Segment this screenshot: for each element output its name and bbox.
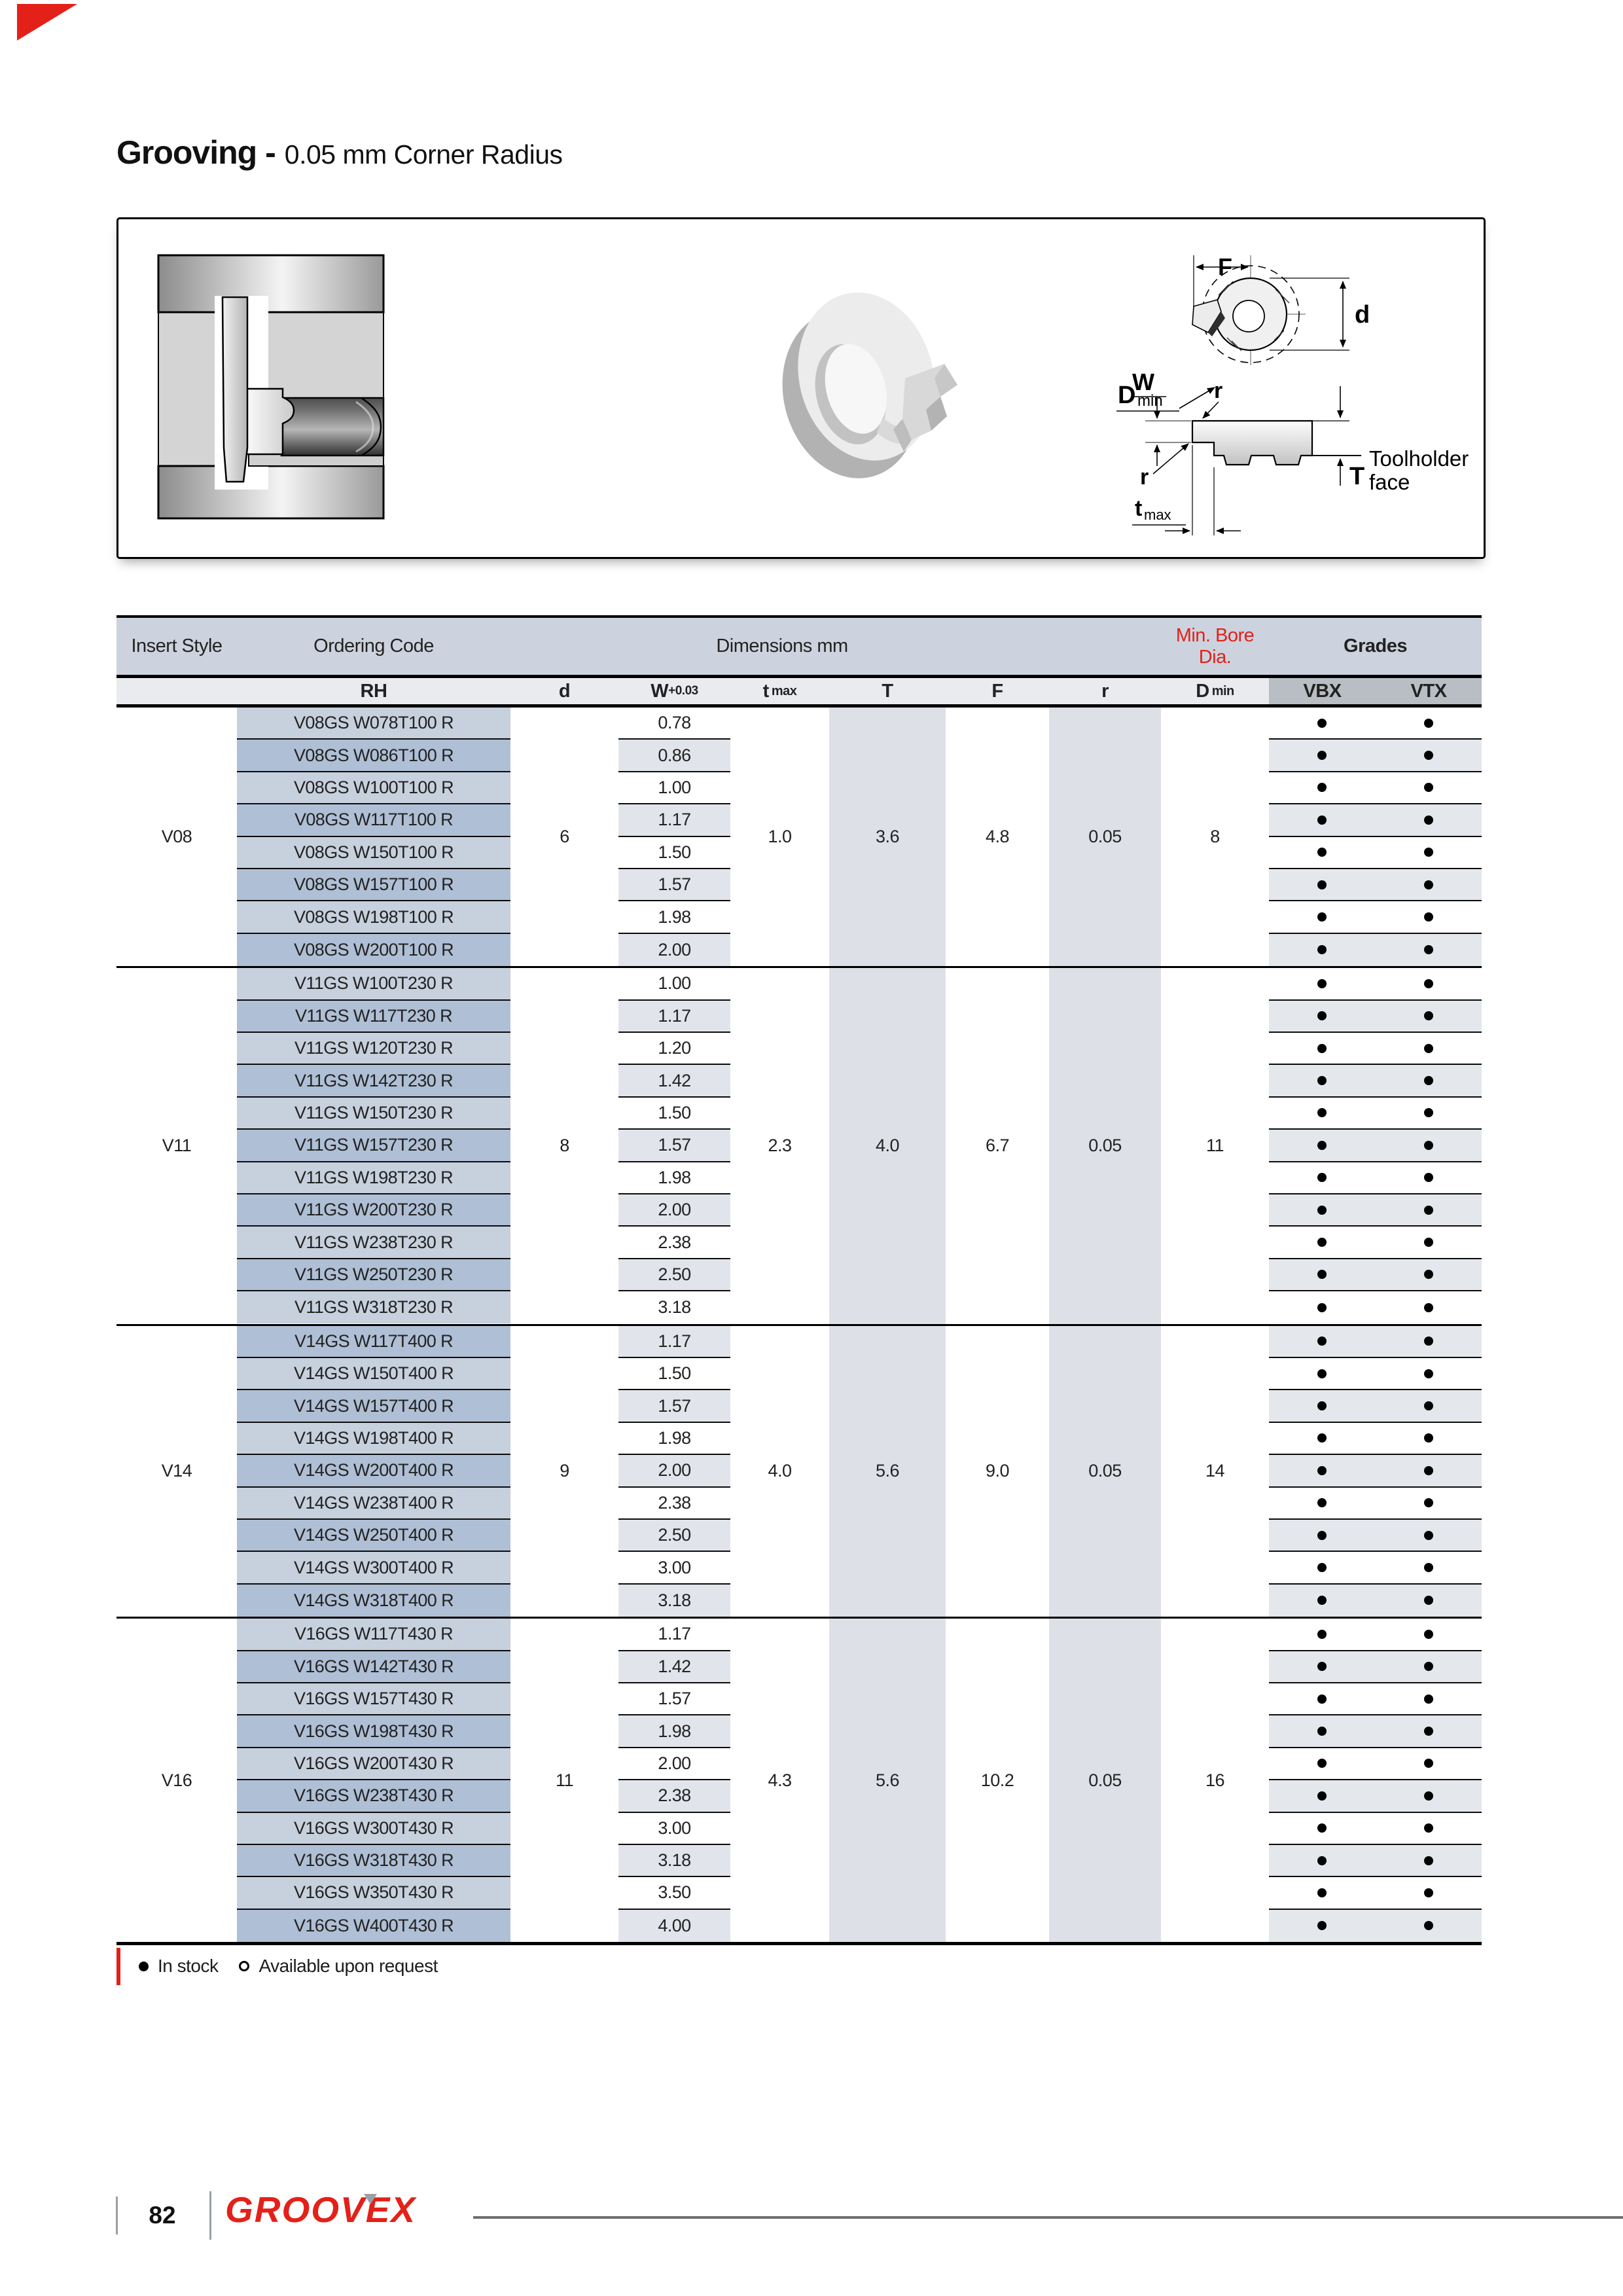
available-label: Available upon request [259, 1956, 438, 1976]
ordering-code-cell: V08GS W150T100 R [237, 837, 510, 869]
vbx-availability-dot [1317, 1531, 1327, 1540]
vbx-availability-dot [1317, 945, 1327, 954]
w-value-cell: 2.50 [618, 1259, 730, 1291]
footer-divider-left [116, 2197, 118, 2234]
grades-cell [1269, 968, 1482, 1000]
vtx-availability-dot [1424, 783, 1433, 792]
page-corner-marker [17, 4, 77, 41]
T-value-cell: 4.0 [875, 1136, 900, 1156]
w-value-cell: 1.57 [618, 1130, 730, 1162]
vtx-availability-dot [1424, 1076, 1433, 1085]
vtx-availability-dot [1424, 1596, 1433, 1605]
w-value-cell: 1.00 [618, 968, 730, 1000]
w-value-cell: 3.18 [658, 1297, 691, 1318]
vtx-availability-dot [1424, 1888, 1433, 1897]
subheader-t-main: t [762, 680, 769, 702]
grades-cell [1269, 1065, 1482, 1097]
subheader-d-min-main: D [1196, 680, 1209, 702]
vtx-availability-dot [1424, 945, 1433, 954]
d-min-value-cell: 14 [1205, 1461, 1225, 1481]
dim-label-D-min-sub: min [1137, 392, 1163, 410]
diagram-panel [116, 217, 1486, 559]
grooving-inserts-table [116, 615, 1482, 1945]
F-value-cell: 9.0 [985, 1461, 1010, 1481]
grades-cell [1269, 708, 1482, 740]
w-value-cell: 4.00 [618, 1910, 730, 1942]
header-min-bore-line2: Dia. [1198, 646, 1232, 668]
ordering-code-cell: V11GS W100T230 R [237, 968, 510, 1000]
vtx-availability-dot [1424, 1759, 1433, 1768]
w-value-cell: 1.20 [618, 1033, 730, 1065]
w-value-cell: 2.50 [618, 1520, 730, 1552]
vbx-availability-dot [1317, 783, 1327, 792]
vtx-availability-dot [1424, 719, 1433, 728]
subheader-d-min [1161, 678, 1269, 704]
header-insert-style: Insert Style [131, 636, 223, 656]
brand-logo: GROOVEX [225, 2189, 417, 2230]
grades-cell [1269, 1423, 1482, 1455]
vbx-availability-dot [1317, 1466, 1327, 1475]
subheader-w-main: W [651, 680, 669, 702]
ordering-code-cell: V11GS W150T230 R [237, 1098, 510, 1130]
grades-cell [1269, 1455, 1482, 1487]
w-value-cell: 2.38 [618, 1780, 730, 1812]
grades-cell [1269, 1162, 1482, 1194]
grades-cell [1269, 1715, 1482, 1748]
subheader-vtx: VTX [1410, 680, 1447, 702]
grades-cell [1269, 1520, 1482, 1552]
r-value-cell: 0.05 [1088, 1770, 1122, 1790]
t-max-value-cell: 2.3 [768, 1136, 792, 1156]
ordering-code-cell: V16GS W238T430 R [237, 1780, 510, 1812]
vtx-availability-dot [1424, 1369, 1433, 1378]
w-value-cell: 3.00 [618, 1552, 730, 1584]
header-min-bore-dia [1161, 618, 1269, 675]
grades-cell [1269, 1877, 1482, 1909]
ordering-code-cell: V16GS W200T430 R [237, 1748, 510, 1780]
toolholder-face-label-line1: Toolholder [1369, 446, 1469, 471]
table-header-row [116, 618, 1482, 675]
w-value-cell: 3.18 [618, 1845, 730, 1877]
vbx-availability-dot [1317, 1369, 1327, 1378]
ordering-code-cell: V11GS W318T230 R [237, 1291, 510, 1323]
ordering-code-cell: V08GS W157T100 R [237, 869, 510, 901]
header-ordering-code: Ordering Code [313, 636, 434, 656]
ordering-code-cell: V11GS W157T230 R [237, 1130, 510, 1162]
ordering-code-cell: V14GS W250T400 R [237, 1520, 510, 1552]
ordering-code-cell: V08GS W198T100 R [237, 901, 510, 933]
vbx-availability-dot [1317, 1498, 1327, 1507]
vtx-availability-dot [1424, 1662, 1433, 1671]
d-value-cell: 9 [560, 1461, 569, 1481]
grades-cell [1269, 1358, 1482, 1390]
ordering-code-cell: V14GS W300T400 R [237, 1552, 510, 1584]
d-min-value-cell: 11 [1205, 1136, 1224, 1156]
grades-cell [1269, 1488, 1482, 1520]
page-title-sub: 0.05 mm Corner Radius [284, 139, 563, 170]
vbx-availability-dot [1317, 1303, 1327, 1312]
vbx-availability-dot [1317, 1141, 1327, 1150]
w-value-cell: 1.17 [618, 1001, 730, 1033]
insert-group-V14 [116, 1326, 1482, 1619]
in-stock-label: In stock [158, 1956, 219, 1976]
in-stock-dot-icon [139, 1962, 149, 1971]
w-value-cell: 1.00 [618, 772, 730, 804]
w-value-cell: 1.57 [618, 1683, 730, 1715]
w-value-cell: 1.98 [618, 901, 730, 933]
ordering-code-cell: V16GS W400T430 R [237, 1910, 510, 1942]
r-value-cell: 0.05 [1088, 1461, 1122, 1481]
ordering-code-cell: V08GS W086T100 R [237, 740, 510, 772]
w-value-cell: 2.38 [618, 1488, 730, 1520]
w-value-cell: 2.00 [618, 1748, 730, 1780]
t-max-value-cell: 4.3 [768, 1770, 792, 1790]
ordering-code-cell: V14GS W117T400 R [237, 1326, 510, 1358]
vbx-availability-dot [1317, 1727, 1327, 1736]
grades-cell [1269, 1683, 1482, 1715]
dim-label-d: d [1355, 301, 1370, 329]
subheader-d: d [558, 680, 571, 702]
d-value-cell: 8 [560, 1136, 569, 1156]
ordering-code-cell: V11GS W200T230 R [237, 1194, 510, 1227]
vbx-availability-dot [1317, 1270, 1327, 1279]
insert-style-cell: V14 [161, 1461, 192, 1481]
vbx-availability-dot [1317, 1206, 1327, 1215]
w-value-cell: 1.98 [618, 1715, 730, 1748]
vbx-availability-dot [1317, 1076, 1327, 1085]
vbx-availability-dot [1317, 848, 1327, 857]
ordering-code-cell: V16GS W350T430 R [237, 1877, 510, 1909]
vbx-availability-dot [1317, 880, 1327, 889]
vbx-availability-dot [1317, 1630, 1327, 1639]
grades-cell [1269, 1390, 1482, 1422]
ordering-code-cell: V11GS W250T230 R [237, 1259, 510, 1291]
w-value-cell: 2.00 [618, 1194, 730, 1227]
vbx-availability-dot [1317, 1336, 1327, 1346]
vbx-availability-dot [1317, 1888, 1327, 1897]
dim-label-F: F [1218, 253, 1232, 280]
vtx-availability-dot [1424, 912, 1433, 922]
vtx-availability-dot [1424, 848, 1433, 857]
vtx-availability-dot [1424, 1791, 1433, 1801]
vtx-availability-dot [1424, 1695, 1433, 1704]
ordering-code-cell: V14GS W200T400 R [237, 1455, 510, 1487]
vbx-availability-dot [1317, 816, 1327, 825]
vbx-availability-dot [1317, 1823, 1327, 1833]
insert-style-cell: V08 [161, 827, 192, 847]
grades-cell [1269, 1326, 1482, 1358]
grades-cell [1269, 1619, 1482, 1651]
vtx-availability-dot [1424, 1401, 1433, 1410]
vbx-availability-dot [1317, 719, 1327, 728]
vbx-availability-dot [1317, 1173, 1327, 1182]
table-subheader-row [116, 678, 1482, 704]
vtx-availability-dot [1424, 1727, 1433, 1736]
dim-label-t-sub: max [1144, 507, 1171, 523]
ordering-code-cell: V11GS W238T230 R [237, 1227, 510, 1259]
vtx-availability-dot [1424, 1238, 1433, 1247]
vbx-availability-dot [1317, 1563, 1327, 1572]
subheader-w: W +0.03 [651, 680, 698, 702]
F-value-cell: 6.7 [985, 1136, 1010, 1156]
header-grades: Grades [1344, 636, 1407, 656]
t-max-value-cell: 1.0 [768, 827, 792, 847]
ordering-code-cell: V11GS W117T230 R [237, 1001, 510, 1033]
w-value-cell: 1.57 [618, 869, 730, 901]
ordering-code-cell: V11GS W142T230 R [237, 1065, 510, 1097]
vbx-availability-dot [1317, 1921, 1327, 1930]
vtx-availability-dot [1424, 1630, 1433, 1639]
ordering-code-cell: V16GS W198T430 R [237, 1715, 510, 1748]
w-value-cell: 3.50 [618, 1877, 730, 1909]
vtx-availability-dot [1424, 1206, 1433, 1215]
vtx-availability-dot [1424, 751, 1433, 760]
vtx-availability-dot [1424, 1921, 1433, 1930]
grooving-insert-3d-image [776, 281, 965, 491]
insert-side-profile [1192, 421, 1312, 465]
vbx-availability-dot [1317, 1401, 1327, 1410]
ordering-code-cell: V16GS W318T430 R [237, 1845, 510, 1877]
grades-cell [1269, 772, 1482, 804]
vbx-availability-dot [1317, 1662, 1327, 1671]
vbx-availability-dot [1317, 1011, 1327, 1020]
vtx-availability-dot [1424, 816, 1433, 825]
grades-cell [1269, 837, 1482, 869]
vtx-availability-dot [1424, 979, 1433, 988]
grades-cell [1269, 804, 1482, 836]
ordering-code-cell: V14GS W238T400 R [237, 1488, 510, 1520]
ordering-code-cell: V16GS W157T430 R [237, 1683, 510, 1715]
vtx-availability-dot [1424, 1141, 1433, 1150]
header-min-bore-line1: Min. Bore [1175, 624, 1255, 646]
internal-grooving-cross-section-drawing [157, 254, 386, 520]
ordering-code-cell: V11GS W198T230 R [237, 1162, 510, 1194]
dim-label-r-top: r [1214, 378, 1223, 403]
vbx-availability-dot [1317, 1596, 1327, 1605]
w-value-cell: 1.17 [618, 1326, 730, 1358]
grades-cell [1269, 1748, 1482, 1780]
grades-cell [1269, 1291, 1482, 1323]
vbx-availability-dot [1317, 1044, 1327, 1053]
ordering-code-cell: V14GS W157T400 R [237, 1390, 510, 1422]
ordering-code-cell: V14GS W150T400 R [237, 1358, 510, 1390]
grades-cell [1269, 1813, 1482, 1845]
grades-cell [1269, 1098, 1482, 1130]
ordering-code-cell: V14GS W198T400 R [237, 1423, 510, 1455]
dim-label-D-min: D [1118, 382, 1136, 409]
vtx-availability-dot [1424, 1270, 1433, 1279]
page-title [116, 134, 563, 171]
vbx-availability-dot [1317, 979, 1327, 988]
vtx-availability-dot [1424, 1108, 1433, 1117]
vbx-availability-dot [1317, 1856, 1327, 1865]
subheader-t-sub: max [771, 683, 797, 698]
F-value-cell: 10.2 [980, 1770, 1014, 1790]
grades-cell [1269, 1780, 1482, 1812]
legend-accent-bar [116, 1948, 120, 1985]
vtx-availability-dot [1424, 1823, 1433, 1833]
w-value-cell: 1.17 [618, 1619, 730, 1651]
footer-divider-right [209, 2191, 211, 2240]
table-body [116, 708, 1482, 1942]
dim-label-W: W [1132, 368, 1154, 395]
grades-cell [1269, 901, 1482, 933]
vtx-availability-dot [1424, 1173, 1433, 1182]
subheader-d-min-sub: min [1211, 683, 1234, 698]
vtx-availability-dot [1424, 1011, 1433, 1020]
d-min-value-cell: 8 [1210, 827, 1220, 847]
vtx-availability-dot [1424, 1044, 1433, 1053]
vbx-availability-dot [1317, 1791, 1327, 1801]
grades-cell [1269, 869, 1482, 901]
d-min-value-cell: 16 [1205, 1770, 1225, 1790]
grades-cell [1269, 740, 1482, 772]
ordering-code-cell: V14GS W318T400 R [237, 1585, 510, 1617]
w-value-cell: 1.17 [618, 804, 730, 836]
vtx-availability-dot [1424, 1433, 1433, 1443]
grades-cell [1269, 1585, 1482, 1617]
w-value-cell: 3.18 [618, 1585, 730, 1617]
T-value-cell: 5.6 [875, 1461, 900, 1481]
insert-group-V11 [116, 968, 1482, 1325]
vtx-availability-dot [1424, 1466, 1433, 1475]
insert-style-cell: V11 [162, 1136, 192, 1156]
ordering-code-cell: V16GS W117T430 R [237, 1619, 510, 1651]
ordering-code-cell: V16GS W142T430 R [237, 1651, 510, 1683]
grades-cell [1269, 1227, 1482, 1259]
w-value-cell: 0.78 [618, 708, 730, 740]
grades-cell [1269, 1194, 1482, 1227]
toolholder-face-label-line2: face [1369, 470, 1410, 494]
vbx-availability-dot [1317, 751, 1327, 760]
grades-cell [1269, 1651, 1482, 1683]
vbx-availability-dot [1317, 1433, 1327, 1443]
vbx-availability-dot [1317, 912, 1327, 922]
subheader-T: T [882, 680, 893, 702]
insert-style-cell: V16 [161, 1770, 192, 1790]
ordering-code-cell: V08GS W078T100 R [237, 708, 510, 740]
vbx-availability-dot [1317, 1238, 1327, 1247]
grades-cell [1269, 1552, 1482, 1584]
subheader-F: F [991, 680, 1003, 702]
subheader-r: r [1101, 680, 1109, 702]
w-value-cell: 1.50 [618, 1358, 730, 1390]
w-value-cell: 3.00 [618, 1813, 730, 1845]
vtx-availability-dot [1424, 1531, 1433, 1540]
grades-cell [1269, 1259, 1482, 1291]
T-value-cell: 3.6 [875, 827, 900, 847]
grades-cell [1269, 1001, 1482, 1033]
ordering-code-cell: V16GS W300T430 R [237, 1813, 510, 1845]
grades-cell [1269, 1910, 1482, 1942]
grades-cell [1269, 1130, 1482, 1162]
w-value-cell: 1.98 [618, 1423, 730, 1455]
available-circle-icon [239, 1961, 249, 1971]
ordering-code-cell: V08GS W200T100 R [237, 934, 510, 966]
vtx-availability-dot [1424, 1303, 1433, 1312]
subheader-vbx: VBX [1303, 680, 1342, 702]
grades-cell [1269, 934, 1482, 966]
w-value-cell: 2.38 [618, 1227, 730, 1259]
vtx-availability-dot [1424, 1563, 1433, 1572]
page-number: 82 [149, 2202, 176, 2229]
vbx-availability-dot [1317, 1759, 1327, 1768]
dim-label-r-bottom: r [1140, 465, 1149, 490]
w-value-cell: 1.50 [618, 837, 730, 869]
vbx-availability-dot [1317, 1695, 1327, 1704]
w-value-cell: 2.00 [618, 1455, 730, 1487]
w-value-cell: 1.42 [618, 1651, 730, 1683]
grades-cell [1269, 1845, 1482, 1877]
w-value-cell: 1.42 [618, 1065, 730, 1097]
insert-group-V08 [116, 708, 1482, 968]
footer-rule-line [473, 2216, 1623, 2219]
ordering-code-cell: V08GS W100T100 R [237, 772, 510, 804]
vtx-availability-dot [1424, 880, 1433, 889]
dim-label-t: t [1135, 496, 1143, 521]
subheader-rh: RH [360, 680, 387, 702]
T-value-cell: 5.6 [875, 1770, 900, 1790]
dim-label-T: T [1349, 463, 1365, 490]
w-value-cell: 0.86 [618, 740, 730, 772]
ordering-code-cell: V08GS W117T100 R [237, 804, 510, 836]
r-value-cell: 0.05 [1088, 1136, 1122, 1156]
insert-group-V16 [116, 1619, 1482, 1942]
t-max-value-cell: 4.0 [768, 1461, 792, 1481]
w-value-cell: 1.57 [618, 1390, 730, 1422]
ordering-code-cell: V11GS W120T230 R [237, 1033, 510, 1065]
r-value-cell: 0.05 [1088, 827, 1122, 847]
page-title-main: Grooving - [116, 134, 276, 171]
subheader-t-max [730, 678, 829, 704]
vtx-availability-dot [1424, 1336, 1433, 1346]
w-value-cell: 2.00 [618, 934, 730, 966]
grades-cell [1269, 1033, 1482, 1065]
header-dimensions: Dimensions mm [716, 636, 848, 656]
stock-legend [139, 1956, 438, 1977]
vtx-availability-dot [1424, 1856, 1433, 1865]
vbx-availability-dot [1317, 1108, 1327, 1117]
brand-logo-triangle-icon [364, 2194, 377, 2204]
d-value-cell: 6 [560, 827, 569, 847]
d-value-cell: 11 [555, 1770, 574, 1790]
table-bottom-border [116, 1942, 1482, 1945]
w-value-cell: 1.98 [618, 1162, 730, 1194]
F-value-cell: 4.8 [985, 827, 1010, 847]
vtx-availability-dot [1424, 1498, 1433, 1507]
insert-dimension-drawing [1080, 229, 1479, 553]
w-value-cell: 1.50 [618, 1098, 730, 1130]
